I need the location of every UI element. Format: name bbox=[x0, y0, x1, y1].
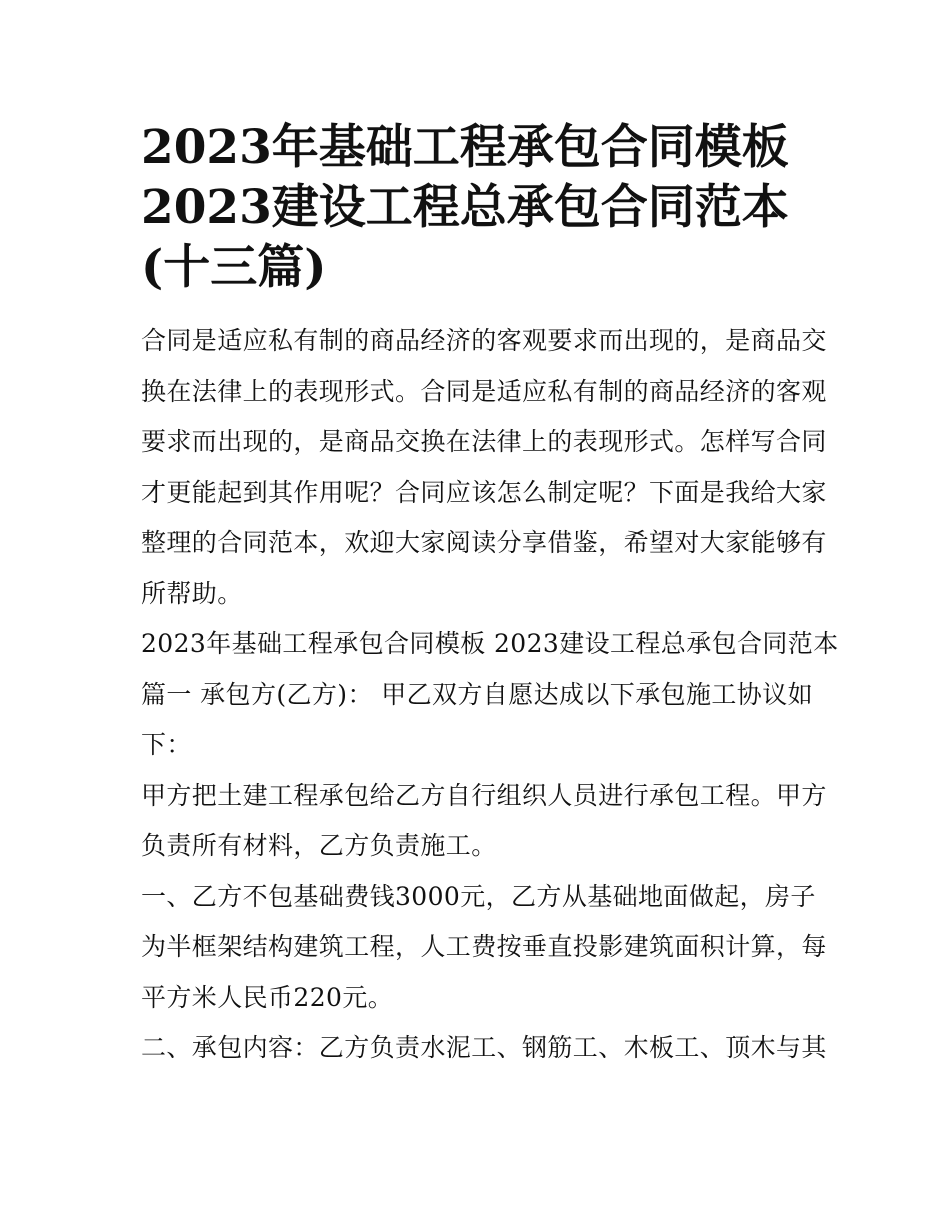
text-line: 为半框架结构建筑工程，人工费按垂直投影建筑面积计算，每 bbox=[141, 932, 827, 961]
document-title bbox=[141, 118, 813, 298]
section-heading-paragraph bbox=[141, 619, 839, 771]
scope-paragraph bbox=[141, 771, 827, 872]
title-line-3: (十三篇) bbox=[141, 240, 327, 295]
text-line: 整理的合同范本，欢迎大家阅读分享借鉴，希望对大家能够有 bbox=[141, 528, 827, 557]
intro-paragraph bbox=[141, 316, 827, 619]
text-line: 甲方把土建工程承包给乙方自行组织人员进行承包工程。甲方 bbox=[141, 780, 827, 810]
text-line: 合同是适应私有制的商品经济的客观要求而出现的，是商品交 bbox=[141, 326, 827, 355]
clause-two-paragraph bbox=[141, 1023, 827, 1074]
text-line: 下： bbox=[141, 730, 192, 759]
clause-one-paragraph bbox=[141, 872, 827, 1024]
document-page bbox=[141, 118, 839, 1074]
text-line: 换在法律上的表现形式。合同是适应私有制的商品经济的客观 bbox=[141, 376, 827, 406]
text-line: 负责所有材料，乙方负责施工。 bbox=[141, 831, 497, 860]
text-line: 所帮助。 bbox=[141, 578, 243, 608]
text-line: 才更能起到其作用呢？合同应该怎么制定呢？下面是我给大家 bbox=[141, 477, 827, 507]
document-body bbox=[141, 316, 839, 1074]
text-line: 篇一 承包方(乙方)： 甲乙双方自愿达成以下承包施工协议如 bbox=[141, 679, 814, 709]
text-line: 要求而出现的，是商品交换在法律上的表现形式。怎样写合同 bbox=[141, 427, 827, 456]
text-line: 2023年基础工程承包合同模板 2023建设工程总承包合同范本 bbox=[141, 629, 839, 658]
title-line-2: 2023建设工程总承包合同范本 bbox=[141, 180, 789, 235]
title-line-1: 2023年基础工程承包合同模板 bbox=[141, 120, 789, 175]
text-line: 一、乙方不包基础费钱3000元，乙方从基础地面做起，房子 bbox=[141, 881, 816, 911]
text-line: 二、承包内容：乙方负责水泥工、钢筋工、木板工、顶木与其 bbox=[141, 1033, 827, 1062]
text-line: 平方米人民币220元。 bbox=[141, 982, 394, 1012]
